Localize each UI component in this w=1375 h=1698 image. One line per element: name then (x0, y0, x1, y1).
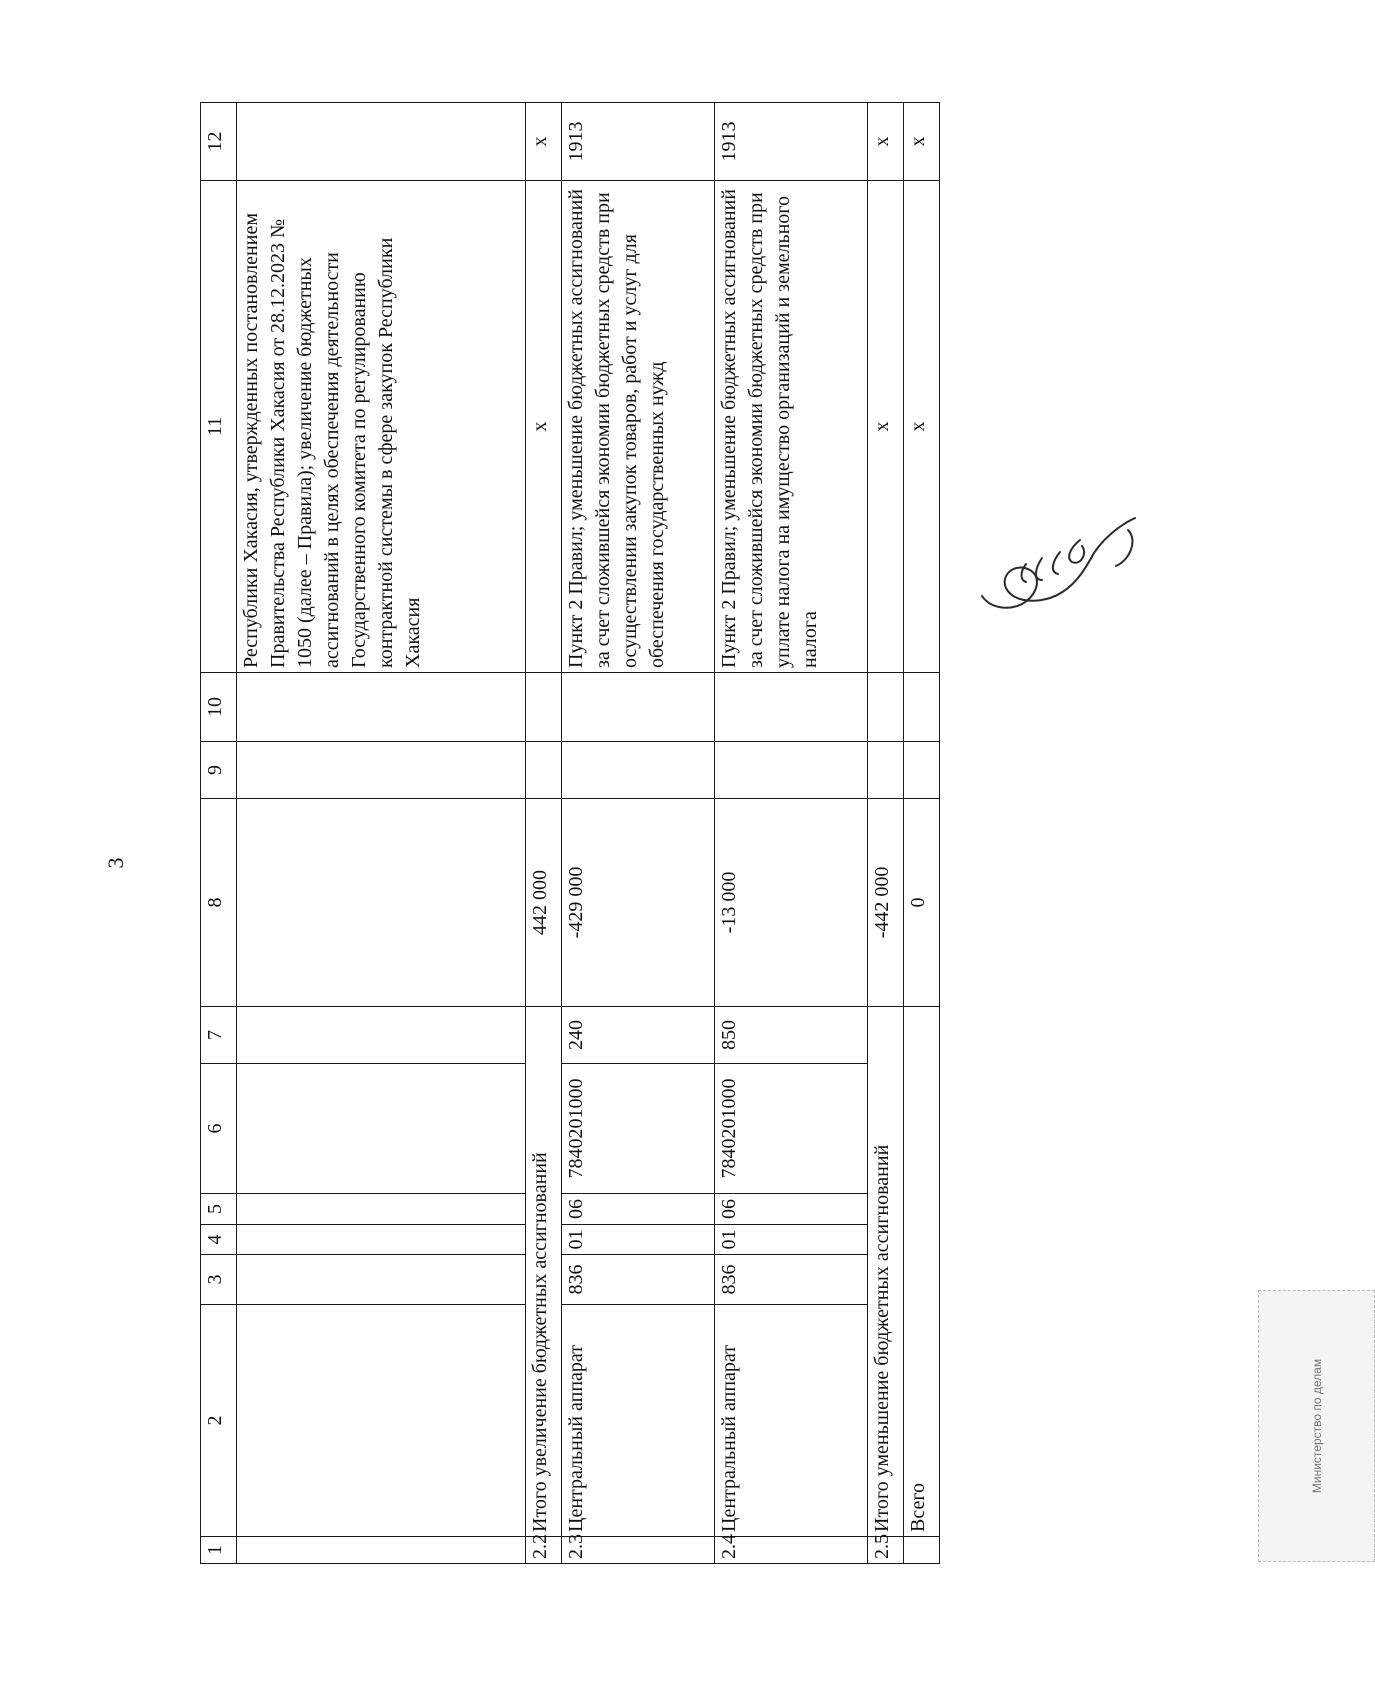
basis-text: Пункт 2 Правил; уменьшение бюджетных ассигнований за счет сложившейся экономии бюджетных средств при уплате налога на имущество организаций и земельного налога (715, 181, 868, 673)
subsection-code: 06 (715, 1194, 868, 1225)
table-row-2-5 (868, 103, 904, 1564)
table-row-2-4 (715, 103, 868, 1564)
row-number: 2.2 (526, 1537, 562, 1564)
section-code: 01 (715, 1225, 868, 1255)
col-header-8: 8 (201, 799, 237, 1007)
amount-cell: 442 000 (526, 799, 562, 1007)
code-cell: x (904, 103, 940, 181)
registration-stamp (1258, 1290, 1375, 1562)
target-item-code: 7840201000 (715, 1064, 868, 1194)
amount-cell: -429 000 (562, 799, 715, 1007)
subsection-code: 06 (562, 1194, 715, 1225)
handwritten-signature (930, 500, 1150, 620)
header-row (201, 103, 237, 1564)
basis-text: Пункт 2 Правил; уменьшение бюджетных ассигнований за счет сложившейся экономии бюджетных средств при осуществлении закупок товаров, работ и услуг для обеспечения государственных нужд (562, 181, 715, 673)
row-label: Итого увеличение бюджетных ассигнований (526, 1007, 562, 1537)
col-header-5: 5 (201, 1194, 237, 1225)
expense-type-code: 850 (715, 1007, 868, 1064)
amount-cell: 0 (904, 799, 940, 1007)
table-row-total (904, 103, 940, 1564)
continued-basis-text: Республики Хакасия, утвержденных постановлением Правительства Республики Хакасия от 28.12.2023 № 1050 (далее – Правила); увеличение бюджетных ассигнований в целях обеспечения деятельности Государственного комитета по регулированию контрактной системы в сфере закупок Республики Хакасия (237, 181, 526, 673)
col-header-7: 7 (201, 1007, 237, 1064)
col-header-10: 10 (201, 673, 237, 742)
expense-type-code: 240 (562, 1007, 715, 1064)
basis-cell: x (904, 181, 940, 673)
budget-changes-table (200, 102, 940, 1564)
col-header-3: 3 (201, 1255, 237, 1305)
code-cell: x (526, 103, 562, 181)
basis-cell: x (526, 181, 562, 673)
col-header-2: 2 (201, 1305, 237, 1537)
table-row-continued (237, 103, 526, 1564)
amount-cell: -442 000 (868, 799, 904, 1007)
row-label: Всего (904, 1007, 940, 1537)
basis-cell: x (868, 181, 904, 673)
stamp-text: Министерство по делам (1309, 1358, 1324, 1494)
row-label: Итого уменьшение бюджетных ассигнований (868, 1007, 904, 1537)
amount-cell: -13 000 (715, 799, 868, 1007)
gbs-code: 836 (715, 1255, 868, 1305)
code-cell: x (868, 103, 904, 181)
col-header-12: 12 (201, 103, 237, 181)
target-item-code: 7840201000 (562, 1064, 715, 1194)
row-number: 2.3 (562, 1537, 715, 1564)
col-header-9: 9 (201, 742, 237, 799)
department-name: Центральный аппарат (562, 1305, 715, 1537)
code-cell: 1913 (715, 103, 868, 181)
page-number: 3 (103, 857, 128, 869)
col-header-11: 11 (201, 181, 237, 673)
table-row-2-3 (562, 103, 715, 1564)
section-code: 01 (562, 1225, 715, 1255)
col-header-6: 6 (201, 1064, 237, 1194)
department-name: Центральный аппарат (715, 1305, 868, 1537)
table-row-2-2 (526, 103, 562, 1564)
col-header-4: 4 (201, 1225, 237, 1255)
document-table-frame (200, 103, 929, 1564)
row-number: 2.5 (868, 1537, 904, 1564)
gbs-code: 836 (562, 1255, 715, 1305)
code-cell: 1913 (562, 103, 715, 181)
row-number: 2.4 (715, 1537, 868, 1564)
col-header-1: 1 (201, 1537, 237, 1564)
document-table-rotated (200, 103, 929, 1564)
